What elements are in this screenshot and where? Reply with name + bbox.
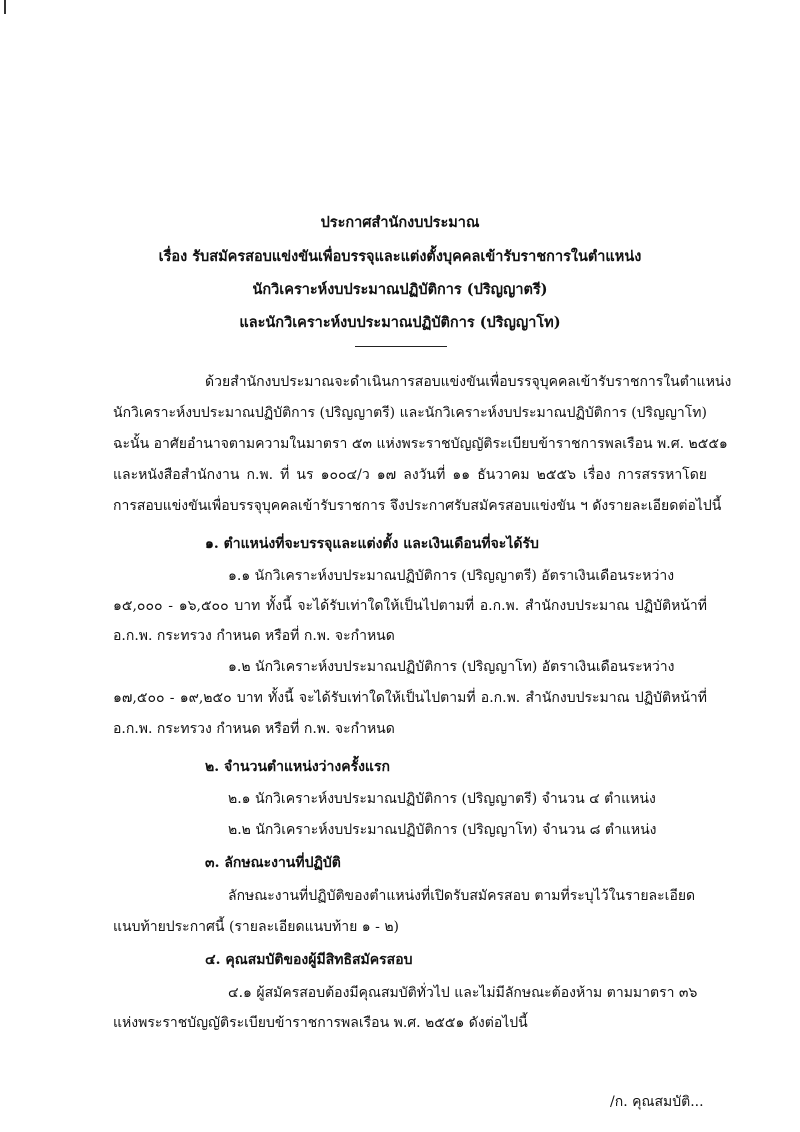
- item-4-1-line-2: แห่งพระราชบัญญัติระเบียบข้าราชการพลเรือน พ.ศ. ๒๕๕๑ ดังต่อไปนี้: [113, 1015, 528, 1031]
- section-4-heading: ๔. คุณสมบัติของผู้มีสิทธิสมัครสอบ: [205, 952, 413, 968]
- intro-line-4: และหนังสือสำนักงาน ก.พ. ที่ นร ๑๐๐๔/ว ๑๗ ลงวันที่ ๑๑ ธันวาคม ๒๕๕๖ เรื่อง การสรรหาโดย: [113, 467, 707, 483]
- section-3-heading: ๓. ลักษณะงานที่ปฏิบัติ: [205, 855, 341, 871]
- item-1-2-line-1: ๑.๒ นักวิเคราะห์งบประมาณปฏิบัติการ (ปริญญาโท) อัตราเงินเดือนระหว่าง: [228, 659, 675, 675]
- intro-line-1: ด้วยสำนักงบประมาณจะดำเนินการสอบแข่งขันเพื่อบรรจุบุคคลเข้ารับราชการในตำแหน่ง: [205, 374, 732, 390]
- title-divider: [355, 346, 447, 347]
- intro-line-2: นักวิเคราะห์งบประมาณปฏิบัติการ (ปริญญาตรี) และนักวิเคราะห์งบประมาณปฏิบัติการ (ปริญญาโท): [113, 405, 708, 421]
- section-3-line-2: แนบท้ายประกาศนี้ (รายละเอียดแนบท้าย ๑ - ๒): [113, 919, 400, 935]
- item-1-2-line-2: ๑๗,๕๐๐ - ๑๙,๒๕๐ บาท ทั้งนี้ จะได้รับเท่าใดให้เป็นไปตามที่ อ.ก.พ. สำนักงบประมาณ ปฏิบัติหน้าที่: [113, 690, 707, 706]
- announcement-subject: เรื่อง รับสมัครสอบแข่งขันเพื่อบรรจุและแต่งตั้งบุคคลเข้ารับราชการในตำแหน่ง: [158, 248, 642, 265]
- position-title-bachelor: นักวิเคราะห์งบประมาณปฏิบัติการ (ปริญญาตรี): [252, 281, 548, 298]
- item-1-1-line-2: ๑๕,๐๐๐ - ๑๖,๕๐๐ บาท ทั้งนี้ จะได้รับเท่าใดให้เป็นไปตามที่ อ.ก.พ. สำนักงบประมาณ ปฏิบัติหน้าที่: [113, 598, 707, 614]
- intro-line-3: ฉะนั้น อาศัยอำนาจตามความในมาตรา ๕๓ แห่งพระราชบัญญัติระเบียบข้าราชการพลเรือน พ.ศ. ๒๕๕๑: [113, 436, 728, 452]
- intro-line-5: การสอบแข่งขันเพื่อบรรจุบุคคลเข้ารับราชการ จึงประกาศรับสมัครสอบแข่งขัน ฯ ดังรายละเอียดต่อไปนี้: [113, 498, 722, 514]
- item-2-2: ๒.๒ นักวิเคราะห์งบประมาณปฏิบัติการ (ปริญญาโท) จำนวน ๘ ตำแหน่ง: [228, 822, 657, 838]
- section-2-heading: ๒. จำนวนตำแหน่งว่างครั้งแรก: [205, 759, 390, 775]
- page-continuation: /ก. คุณสมบัติ...: [610, 1094, 704, 1110]
- section-3-line-1: ลักษณะงานที่ปฏิบัติของตำแหน่งที่เปิดรับสมัครสอบ ตามที่ระบุไว้ในรายละเอียด: [228, 888, 696, 904]
- item-1-1-line-1: ๑.๑ นักวิเคราะห์งบประมาณปฏิบัติการ (ปริญญาตรี) อัตราเงินเดือนระหว่าง: [228, 568, 675, 584]
- item-4-1-line-1: ๔.๑ ผู้สมัครสอบต้องมีคุณสมบัติทั่วไป และไม่มีลักษณะต้องห้าม ตามมาตรา ๓๖: [228, 985, 698, 1001]
- item-1-2-line-3: อ.ก.พ. กระทรวง กำหนด หรือที่ ก.พ. จะกำหนด: [113, 721, 395, 737]
- item-2-1: ๒.๑ นักวิเคราะห์งบประมาณปฏิบัติการ (ปริญญาตรี) จำนวน ๔ ตำแหน่ง: [228, 791, 656, 807]
- announcement-title: ประกาศสำนักงบประมาณ: [320, 214, 480, 231]
- item-1-1-line-3: อ.ก.พ. กระทรวง กำหนด หรือที่ ก.พ. จะกำหนด: [113, 628, 395, 644]
- position-title-master: และนักวิเคราะห์งบประมาณปฏิบัติการ (ปริญญาโท): [239, 314, 561, 331]
- section-1-heading: ๑. ตำแหน่งที่จะบรรจุและแต่งตั้ง และเงินเดือนที่จะได้รับ: [205, 536, 539, 552]
